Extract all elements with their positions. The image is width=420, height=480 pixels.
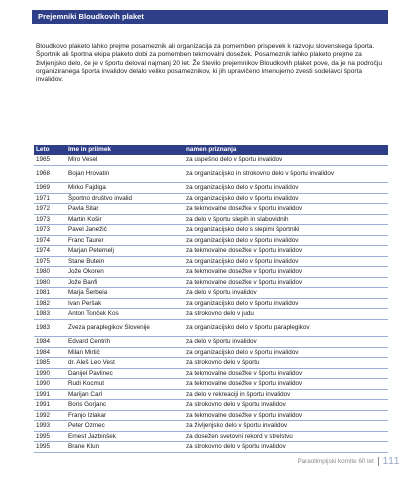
cell-name: Miro Vesel <box>68 156 98 163</box>
cell-year: 1983 <box>36 310 51 317</box>
cell-name: Boris Gorjanc <box>68 401 107 408</box>
footer-text: Paraolimpijski komite 60 let <box>297 457 374 465</box>
table-row <box>34 288 388 299</box>
cell-purpose: za strokovno delo v športu <box>186 359 260 366</box>
table-row <box>34 358 388 369</box>
intro-paragraph: Bloudkovo plaketo lahko prejme posameznik ali organizacija za pomemben prispevek k razvoju slovenskega športa. Športnik ali športna ekipa plaketo dobi za pomemben tekmovalni dosežek. Posameznik lahko plaketo prejme za življenjsko delo, če je v športu deloval najmanj 20 let. Že število prejemnikov Bloudkovih plaket pove, da je na področju organiziranega športa invalidov delalo veliko posameznikov, ki jih upravičeno imenujemo zvesti sodelavci športa invalidov. <box>36 43 382 84</box>
table-row <box>34 204 388 215</box>
table-row <box>34 337 388 348</box>
cell-purpose: za življenjsko delo v športu invalidov <box>186 422 288 429</box>
cell-year: 1973 <box>36 226 51 233</box>
table-row <box>34 348 388 359</box>
cell-purpose: za delo v športu invalidov <box>186 289 257 296</box>
header-purpose: namen priznanja <box>186 146 237 153</box>
cell-name: Ernest Jazbinšek <box>68 432 116 440</box>
cell-purpose: za organizacijsko delo v športu invalidov <box>186 348 299 356</box>
cell-name: Danijel Pavlinec <box>68 369 113 377</box>
cell-purpose: za organizacijsko delo v športu invalidov <box>186 184 299 191</box>
cell-purpose: za tekmovalne dosežke v športu invalidov <box>186 205 303 212</box>
header-year: Leto <box>36 146 50 153</box>
cell-name: Franjo Izlakar <box>68 411 107 419</box>
cell-year: 1975 <box>36 257 51 265</box>
page-number: 111 <box>382 455 400 467</box>
cell-year: 1984 <box>36 338 51 345</box>
table-row <box>34 236 388 247</box>
table-row <box>34 194 388 205</box>
cell-name: Jože Okoren <box>68 268 104 275</box>
cell-name: Ivan Peršak <box>68 299 102 307</box>
cell-purpose: za delo v športu slepih in slabovidnih <box>186 215 289 223</box>
cell-name: Brane Klun <box>68 443 100 450</box>
cell-year: 1992 <box>36 411 51 419</box>
cell-purpose: za dosežen svetovni rekord v strelstvu <box>186 432 293 440</box>
cell-year: 1985 <box>36 359 51 366</box>
cell-purpose: za strokovno delo v judu <box>186 310 254 317</box>
cell-name: Peter Ozmec <box>68 422 105 429</box>
cell-name: Bojan Hrovatin <box>68 170 110 178</box>
cell-year: 1981 <box>36 289 51 296</box>
table-row <box>34 390 388 401</box>
cell-year: 1991 <box>36 401 51 408</box>
cell-name: Edvard Centrih <box>68 338 110 345</box>
cell-name: Milan Mirtič <box>68 348 100 356</box>
cell-year: 1965 <box>36 156 51 163</box>
cell-name: Rudi Kocmut <box>68 380 105 387</box>
table-row <box>34 442 388 453</box>
cell-purpose: za tekmovalne dosežke v športu invalidov <box>186 369 303 377</box>
cell-name: Športno društvo invalid <box>68 194 133 202</box>
cell-name: Pavel Janežič <box>68 226 107 233</box>
cell-purpose: za tekmovalne dosežke v športu invalidov <box>186 268 303 275</box>
cell-year: 1993 <box>36 422 51 429</box>
cell-year: 1980 <box>36 278 51 286</box>
cell-name: Martin Košir <box>68 215 102 223</box>
cell-year: 1980 <box>36 268 51 275</box>
table-row <box>34 215 388 226</box>
cell-purpose: za delo v rekreaciji in športu invalidov <box>186 390 291 398</box>
table-row <box>34 267 388 278</box>
cell-purpose: za organizacijsko in strokovno delo v športu invalidov <box>186 170 335 178</box>
cell-year: 1984 <box>36 348 51 356</box>
table-row <box>34 246 388 257</box>
cell-purpose: za organizacijsko delo v športu invalidov <box>186 194 299 202</box>
cell-year: 1983 <box>36 324 51 332</box>
table-row <box>34 320 388 338</box>
table-row <box>34 432 388 443</box>
cell-purpose: za tekmovalne dosežke v športu invalidov <box>186 247 303 254</box>
cell-purpose: za organizacijsko delo v športu invalidov <box>186 236 299 244</box>
section-title: Prejemniki Bloudkovih plaket <box>32 10 388 24</box>
cell-year: 1973 <box>36 215 51 223</box>
cell-purpose: za uspešno delo v športu invalidov <box>186 156 283 163</box>
cell-name: Anton Tonček Kos <box>68 310 119 317</box>
cell-year: 1991 <box>36 390 51 398</box>
table-row <box>34 369 388 380</box>
footer-separator <box>378 457 379 466</box>
cell-purpose: za strokovno delo v športu invalidov <box>186 443 286 450</box>
table-row <box>34 225 388 236</box>
cell-name: Mirko Fajdiga <box>68 184 106 191</box>
cell-name: Marja Šerbela <box>68 289 108 296</box>
table-row <box>34 309 388 320</box>
cell-name: Stane Butein <box>68 257 105 265</box>
table-row <box>34 257 388 268</box>
cell-purpose: za delo v športu invalidov <box>186 338 257 345</box>
table-row <box>34 379 388 390</box>
table-row <box>34 421 388 432</box>
table-header <box>34 145 388 155</box>
cell-name: Jože Banfi <box>68 278 98 286</box>
cell-name: Zveza paraplegikov Slovenije <box>68 324 150 332</box>
cell-purpose: za organizacijsko delo v športu invalidov <box>186 299 299 307</box>
cell-name: Marjan Peternelj <box>68 247 114 254</box>
cell-year: 1969 <box>36 184 51 191</box>
cell-year: 1995 <box>36 443 51 450</box>
recipients-table <box>34 145 388 453</box>
table-body <box>34 155 388 453</box>
table-row <box>34 299 388 310</box>
table-row <box>34 400 388 411</box>
cell-purpose: za tekmovalne dosežke v športu invalidov <box>186 411 303 419</box>
cell-name: dr. Aleš Leo Vest <box>68 359 115 366</box>
header-name: Ime in priimek <box>68 146 111 153</box>
cell-purpose: za strokovno delo v športu invalidov <box>186 401 286 408</box>
cell-year: 1971 <box>36 194 51 202</box>
cell-purpose: za tekmovalne dosežke v športu invalidov <box>186 380 303 387</box>
table-row <box>34 155 388 166</box>
table-row <box>34 183 388 194</box>
cell-year: 1995 <box>36 432 51 440</box>
cell-purpose: za organizacijsko delo v športu invalidov <box>186 257 299 265</box>
page-footer <box>297 455 400 467</box>
cell-name: Franc Taurer <box>68 236 104 244</box>
cell-year: 1990 <box>36 369 51 377</box>
table-row <box>34 411 388 422</box>
cell-year: 1974 <box>36 247 51 254</box>
table-row <box>34 166 388 184</box>
cell-purpose: za organizacijsko delo s slepimi športniki <box>186 226 300 233</box>
cell-year: 1972 <box>36 205 51 212</box>
cell-name: Marijan Carl <box>68 390 102 398</box>
cell-year: 1982 <box>36 299 51 307</box>
table-row <box>34 278 388 289</box>
cell-name: Pavla Sitar <box>68 205 99 212</box>
cell-purpose: za organizacijsko delo v športu paraplegikov <box>186 324 310 332</box>
cell-year: 1990 <box>36 380 51 387</box>
cell-purpose: za tekmovalne dosežke v športu invalidov <box>186 278 303 286</box>
cell-year: 1968 <box>36 170 51 178</box>
cell-year: 1974 <box>36 236 51 244</box>
